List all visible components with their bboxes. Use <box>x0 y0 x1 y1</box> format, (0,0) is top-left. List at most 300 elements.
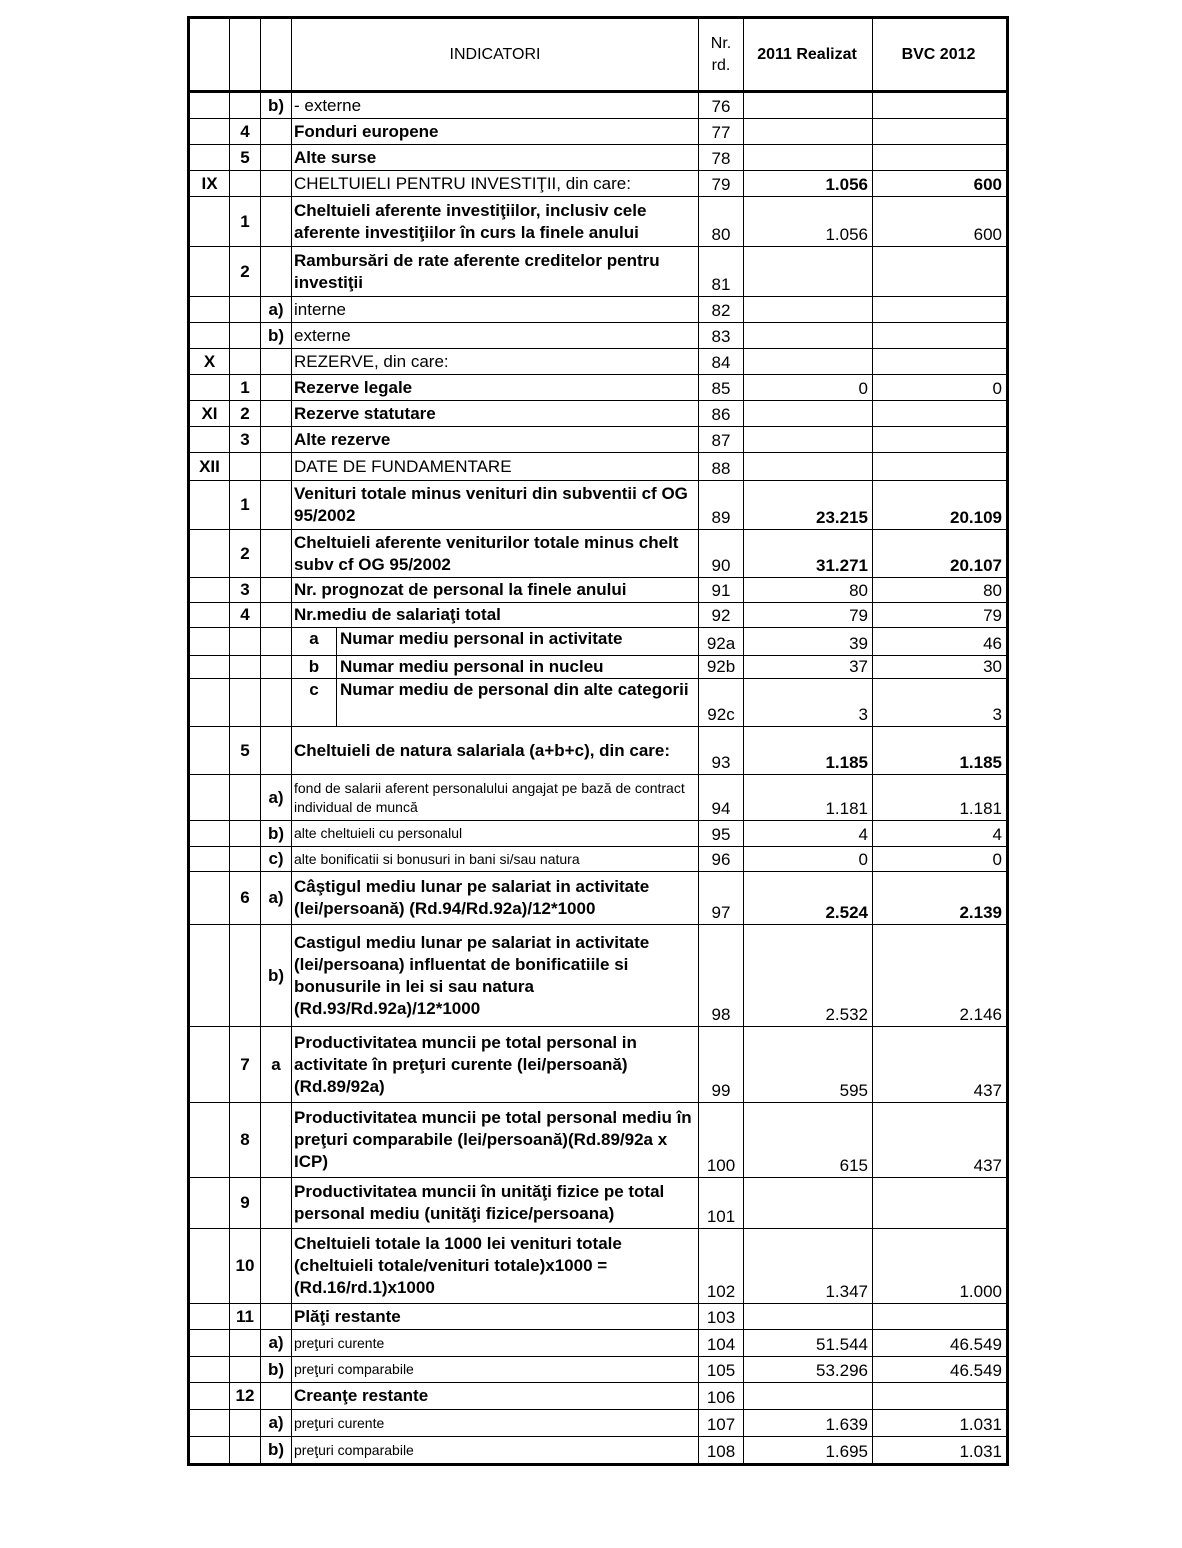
row-code: 105 <box>699 1357 744 1383</box>
row-number: 7 <box>230 1027 261 1103</box>
value-2012 <box>873 119 1008 145</box>
header-blank-2 <box>230 18 261 92</box>
sub-label <box>261 401 292 427</box>
row-number <box>230 821 261 847</box>
row-number <box>230 1330 261 1357</box>
indicator-text: Cheltuieli de natura salariala (a+b+c), din care: <box>292 727 699 775</box>
indicator-text: preţuri curente <box>292 1410 699 1437</box>
indicator-text: preţuri comparabile <box>292 1357 699 1383</box>
indicator-text: alte cheltuieli cu personalul <box>292 821 699 847</box>
value-2011: 39 <box>744 628 873 656</box>
row-code: 103 <box>699 1304 744 1330</box>
row-code: 85 <box>699 375 744 401</box>
row-code: 81 <box>699 247 744 297</box>
header-row <box>189 18 1008 92</box>
sub-label <box>261 375 292 401</box>
row-code: 76 <box>699 92 744 119</box>
roman-numeral <box>189 481 230 530</box>
table-row <box>189 1027 1008 1103</box>
value-2012: 2.146 <box>873 925 1008 1027</box>
row-number: 11 <box>230 1304 261 1330</box>
value-2011: 2.532 <box>744 925 873 1027</box>
value-2011 <box>744 1304 873 1330</box>
value-2012 <box>873 92 1008 119</box>
row-number: 8 <box>230 1103 261 1178</box>
table-row <box>189 628 1008 656</box>
row-code: 98 <box>699 925 744 1027</box>
sub-label: c) <box>261 847 292 872</box>
row-number <box>230 775 261 821</box>
indicator-text: Numar mediu personal in activitate <box>340 629 623 648</box>
row-code: 95 <box>699 821 744 847</box>
indicator-text: Productivitatea muncii pe total personal mediu în preţuri comparabile (lei/persoană)(Rd.89/92a x ICP) <box>292 1103 699 1178</box>
indicator-text: Câştigul mediu lunar pe salariat in activitate (lei/persoană) (Rd.94/Rd.92a)/12*1000 <box>292 872 699 925</box>
roman-numeral <box>189 679 230 727</box>
row-number: 4 <box>230 119 261 145</box>
indicator-text: Nr. prognozat de personal la finele anului <box>292 578 699 603</box>
value-2012: 437 <box>873 1103 1008 1178</box>
indicator-text: Fonduri europene <box>292 119 699 145</box>
roman-numeral <box>189 1383 230 1410</box>
table-row <box>189 821 1008 847</box>
row-number: 6 <box>230 872 261 925</box>
value-2012: 1.031 <box>873 1437 1008 1465</box>
table-row <box>189 453 1008 481</box>
indicators-table <box>187 16 1009 1466</box>
row-number: 1 <box>230 375 261 401</box>
value-2011: 595 <box>744 1027 873 1103</box>
roman-numeral <box>189 821 230 847</box>
value-2012: 79 <box>873 603 1008 628</box>
row-number: 12 <box>230 1383 261 1410</box>
sub-label <box>261 427 292 453</box>
sub-label <box>261 197 292 247</box>
indicator-text: interne <box>292 297 699 323</box>
value-2012: 1.031 <box>873 1410 1008 1437</box>
row-code: 92 <box>699 603 744 628</box>
roman-numeral <box>189 603 230 628</box>
row-number <box>230 1437 261 1465</box>
value-2011: 51.544 <box>744 1330 873 1357</box>
table-row <box>189 1357 1008 1383</box>
row-code: 92a <box>699 628 744 656</box>
row-number <box>230 925 261 1027</box>
indicator-text: Numar mediu de personal din alte categorii <box>340 680 689 699</box>
sub-label <box>261 145 292 171</box>
value-2012: 0 <box>873 375 1008 401</box>
sub-indicator-cell <box>292 656 699 679</box>
table-row <box>189 530 1008 578</box>
table-row <box>189 481 1008 530</box>
value-2011: 23.215 <box>744 481 873 530</box>
table-row <box>189 247 1008 297</box>
row-number: 10 <box>230 1229 261 1304</box>
sub-label: b) <box>261 1357 292 1383</box>
value-2012: 600 <box>873 197 1008 247</box>
indicator-text: Cheltuieli aferente investiţiilor, inclusiv cele aferente investiţiilor în curs la finele anului <box>292 197 699 247</box>
roman-numeral <box>189 197 230 247</box>
sub-label <box>261 628 292 656</box>
roman-numeral <box>189 323 230 349</box>
value-2011 <box>744 297 873 323</box>
header-nr-rd: Nr. rd. <box>699 18 744 92</box>
table-row <box>189 603 1008 628</box>
sub-label: b) <box>261 323 292 349</box>
roman-numeral <box>189 578 230 603</box>
value-2011: 80 <box>744 578 873 603</box>
row-number: 3 <box>230 578 261 603</box>
value-2012 <box>873 453 1008 481</box>
row-number: 4 <box>230 603 261 628</box>
table-row <box>189 171 1008 197</box>
row-number: 5 <box>230 727 261 775</box>
roman-numeral <box>189 872 230 925</box>
value-2011 <box>744 401 873 427</box>
sub-label <box>261 1178 292 1229</box>
row-number <box>230 323 261 349</box>
value-2012 <box>873 1304 1008 1330</box>
value-2011: 3 <box>744 679 873 727</box>
roman-numeral <box>189 427 230 453</box>
indicator-text: Castigul mediu lunar pe salariat in activitate (lei/persoana) influentat de bonificatiile si bonusurile in lei si sau natura (Rd.93/Rd.92a)/12*1000 <box>292 925 699 1027</box>
row-code: 77 <box>699 119 744 145</box>
indicator-text: Alte rezerve <box>292 427 699 453</box>
value-2012 <box>873 297 1008 323</box>
row-code: 104 <box>699 1330 744 1357</box>
value-2011: 2.524 <box>744 872 873 925</box>
indicator-text: Nr.mediu de salariaţi total <box>292 603 699 628</box>
sub-letter: b <box>292 656 337 678</box>
value-2011: 37 <box>744 656 873 679</box>
table-row <box>189 1330 1008 1357</box>
row-code: 90 <box>699 530 744 578</box>
roman-numeral <box>189 656 230 679</box>
indicator-text: preţuri comparabile <box>292 1437 699 1465</box>
row-number: 1 <box>230 197 261 247</box>
indicator-text: - externe <box>292 92 699 119</box>
sub-label: b) <box>261 92 292 119</box>
roman-numeral <box>189 628 230 656</box>
table-row <box>189 727 1008 775</box>
value-2012: 1.000 <box>873 1229 1008 1304</box>
sub-label: a) <box>261 775 292 821</box>
indicator-text: Productivitatea muncii în unităţi fizice pe total personal mediu (unităţi fizice/persoana) <box>292 1178 699 1229</box>
sub-label <box>261 1383 292 1410</box>
roman-numeral <box>189 375 230 401</box>
row-number <box>230 656 261 679</box>
value-2011: 615 <box>744 1103 873 1178</box>
table-row <box>189 775 1008 821</box>
row-code: 80 <box>699 197 744 247</box>
row-code: 102 <box>699 1229 744 1304</box>
value-2011 <box>744 92 873 119</box>
value-2011: 31.271 <box>744 530 873 578</box>
indicator-text: Cheltuieli totale la 1000 lei venituri totale (cheltuieli totale/venituri totale)x1000 =(Rd.16/rd.1)x1000 <box>292 1229 699 1304</box>
row-code: 106 <box>699 1383 744 1410</box>
value-2012 <box>873 145 1008 171</box>
roman-numeral <box>189 925 230 1027</box>
sub-label: b) <box>261 1437 292 1465</box>
sub-label <box>261 603 292 628</box>
row-number <box>230 453 261 481</box>
indicator-text: Plăţi restante <box>292 1304 699 1330</box>
row-number <box>230 92 261 119</box>
row-number: 3 <box>230 427 261 453</box>
value-2011 <box>744 349 873 375</box>
indicator-text: Rezerve statutare <box>292 401 699 427</box>
value-2012 <box>873 427 1008 453</box>
row-number <box>230 847 261 872</box>
value-2012: 4 <box>873 821 1008 847</box>
table-row <box>189 656 1008 679</box>
sub-label <box>261 727 292 775</box>
value-2011 <box>744 323 873 349</box>
value-2012: 30 <box>873 656 1008 679</box>
indicator-text: REZERVE, din care: <box>292 349 699 375</box>
table-row <box>189 375 1008 401</box>
roman-numeral <box>189 1103 230 1178</box>
sub-label: a <box>261 1027 292 1103</box>
roman-numeral <box>189 1330 230 1357</box>
value-2011: 1.639 <box>744 1410 873 1437</box>
sub-label <box>261 247 292 297</box>
row-number: 2 <box>230 247 261 297</box>
sub-label: a) <box>261 1410 292 1437</box>
value-2012: 20.107 <box>873 530 1008 578</box>
table-row <box>189 1229 1008 1304</box>
row-number: 9 <box>230 1178 261 1229</box>
row-number: 5 <box>230 145 261 171</box>
row-number <box>230 1357 261 1383</box>
table-row <box>189 323 1008 349</box>
table-row <box>189 349 1008 375</box>
roman-numeral <box>189 1229 230 1304</box>
sub-label <box>261 578 292 603</box>
value-2011: 1.695 <box>744 1437 873 1465</box>
value-2011: 0 <box>744 847 873 872</box>
roman-numeral <box>189 92 230 119</box>
row-code: 93 <box>699 727 744 775</box>
sub-label <box>261 679 292 727</box>
row-code: 96 <box>699 847 744 872</box>
roman-numeral: X <box>189 349 230 375</box>
value-2011 <box>744 119 873 145</box>
value-2012: 46 <box>873 628 1008 656</box>
table-row <box>189 872 1008 925</box>
row-code: 97 <box>699 872 744 925</box>
sub-indicator-cell <box>292 628 699 656</box>
table-row <box>189 401 1008 427</box>
value-2012 <box>873 1178 1008 1229</box>
row-code: 94 <box>699 775 744 821</box>
row-code: 79 <box>699 171 744 197</box>
roman-numeral <box>189 727 230 775</box>
row-code: 86 <box>699 401 744 427</box>
row-number: 1 <box>230 481 261 530</box>
indicator-text: CHELTUIELI PENTRU INVESTIŢII, din care: <box>292 171 699 197</box>
value-2011: 1.185 <box>744 727 873 775</box>
value-2012 <box>873 401 1008 427</box>
table-row <box>189 679 1008 727</box>
sub-indicator-cell <box>292 679 699 727</box>
value-2011: 53.296 <box>744 1357 873 1383</box>
row-code: 78 <box>699 145 744 171</box>
value-2012: 437 <box>873 1027 1008 1103</box>
header-2011: 2011 Realizat <box>744 18 873 92</box>
row-number <box>230 679 261 727</box>
table-row <box>189 119 1008 145</box>
table-row <box>189 1383 1008 1410</box>
indicator-text: Productivitatea muncii pe total personal in activitate în preţuri curente (lei/persoană)(Rd.89/92a) <box>292 1027 699 1103</box>
row-code: 92b <box>699 656 744 679</box>
indicator-text: Numar mediu personal in nucleu <box>340 657 604 676</box>
row-code: 100 <box>699 1103 744 1178</box>
value-2011 <box>744 247 873 297</box>
value-2012 <box>873 323 1008 349</box>
indicator-text: Rezerve legale <box>292 375 699 401</box>
table-row <box>189 297 1008 323</box>
roman-numeral <box>189 1178 230 1229</box>
sub-label: a) <box>261 1330 292 1357</box>
value-2012: 3 <box>873 679 1008 727</box>
row-code: 92c <box>699 679 744 727</box>
row-number <box>230 297 261 323</box>
indicator-text: Rambursări de rate aferente creditelor pentru investiţii <box>292 247 699 297</box>
sub-label: b) <box>261 821 292 847</box>
table-row <box>189 847 1008 872</box>
row-code: 107 <box>699 1410 744 1437</box>
value-2011: 79 <box>744 603 873 628</box>
value-2012: 1.185 <box>873 727 1008 775</box>
sub-label: a) <box>261 297 292 323</box>
value-2012: 80 <box>873 578 1008 603</box>
table-row <box>189 578 1008 603</box>
indicator-text: externe <box>292 323 699 349</box>
roman-numeral <box>189 247 230 297</box>
indicator-text: Cheltuieli aferente veniturilor totale minus chelt subv cf OG 95/2002 <box>292 530 699 578</box>
table-row <box>189 427 1008 453</box>
sub-label <box>261 349 292 375</box>
roman-numeral <box>189 1410 230 1437</box>
table-row <box>189 1103 1008 1178</box>
sub-label <box>261 481 292 530</box>
sub-label <box>261 1103 292 1178</box>
table-row <box>189 92 1008 119</box>
roman-numeral <box>189 1027 230 1103</box>
roman-numeral <box>189 297 230 323</box>
sub-letter: c <box>292 679 337 726</box>
row-code: 99 <box>699 1027 744 1103</box>
sub-label <box>261 453 292 481</box>
roman-numeral: XI <box>189 401 230 427</box>
value-2011: 1.347 <box>744 1229 873 1304</box>
row-number <box>230 1410 261 1437</box>
table-row <box>189 145 1008 171</box>
indicator-text: alte bonificatii si bonusuri in bani si/sau natura <box>292 847 699 872</box>
roman-numeral <box>189 1437 230 1465</box>
row-number <box>230 628 261 656</box>
roman-numeral <box>189 1304 230 1330</box>
value-2011 <box>744 1383 873 1410</box>
row-number: 2 <box>230 530 261 578</box>
sub-letter: a <box>292 628 337 655</box>
value-2012 <box>873 349 1008 375</box>
table-row <box>189 1178 1008 1229</box>
row-code: 91 <box>699 578 744 603</box>
value-2012 <box>873 1383 1008 1410</box>
indicator-text: preţuri curente <box>292 1330 699 1357</box>
row-code: 108 <box>699 1437 744 1465</box>
value-2011 <box>744 427 873 453</box>
value-2012: 2.139 <box>873 872 1008 925</box>
row-number <box>230 171 261 197</box>
row-code: 88 <box>699 453 744 481</box>
value-2012: 46.549 <box>873 1357 1008 1383</box>
row-code: 83 <box>699 323 744 349</box>
sub-label <box>261 530 292 578</box>
row-code: 89 <box>699 481 744 530</box>
value-2012: 1.181 <box>873 775 1008 821</box>
indicator-text: Creanţe restante <box>292 1383 699 1410</box>
header-blank-1 <box>189 18 230 92</box>
value-2012: 20.109 <box>873 481 1008 530</box>
value-2011: 1.056 <box>744 197 873 247</box>
value-2012: 46.549 <box>873 1330 1008 1357</box>
roman-numeral <box>189 119 230 145</box>
table-row <box>189 1437 1008 1465</box>
header-indicatori: INDICATORI <box>292 18 699 92</box>
indicator-text: fond de salarii aferent personalului angajat pe bază de contract individual de muncă <box>292 775 699 821</box>
roman-numeral: XII <box>189 453 230 481</box>
sub-label: a) <box>261 872 292 925</box>
sub-label <box>261 119 292 145</box>
row-number: 2 <box>230 401 261 427</box>
row-code: 84 <box>699 349 744 375</box>
sub-label <box>261 171 292 197</box>
roman-numeral <box>189 530 230 578</box>
sub-label <box>261 1304 292 1330</box>
row-code: 82 <box>699 297 744 323</box>
row-code: 101 <box>699 1178 744 1229</box>
value-2011: 4 <box>744 821 873 847</box>
value-2011: 1.181 <box>744 775 873 821</box>
table-row <box>189 1304 1008 1330</box>
row-code: 87 <box>699 427 744 453</box>
sub-label <box>261 656 292 679</box>
value-2011 <box>744 145 873 171</box>
table-row <box>189 1410 1008 1437</box>
roman-numeral <box>189 775 230 821</box>
roman-numeral <box>189 1357 230 1383</box>
indicator-text: Venituri totale minus venituri din subventii cf OG 95/2002 <box>292 481 699 530</box>
indicator-text: DATE DE FUNDAMENTARE <box>292 453 699 481</box>
row-number <box>230 349 261 375</box>
header-blank-3 <box>261 18 292 92</box>
value-2011: 1.056 <box>744 171 873 197</box>
value-2012: 600 <box>873 171 1008 197</box>
value-2012 <box>873 247 1008 297</box>
table-row <box>189 197 1008 247</box>
roman-numeral <box>189 145 230 171</box>
header-2012: BVC 2012 <box>873 18 1008 92</box>
value-2011 <box>744 453 873 481</box>
roman-numeral <box>189 847 230 872</box>
value-2011: 0 <box>744 375 873 401</box>
table-row <box>189 925 1008 1027</box>
sub-label: b) <box>261 925 292 1027</box>
table-body <box>189 92 1008 1465</box>
roman-numeral: IX <box>189 171 230 197</box>
